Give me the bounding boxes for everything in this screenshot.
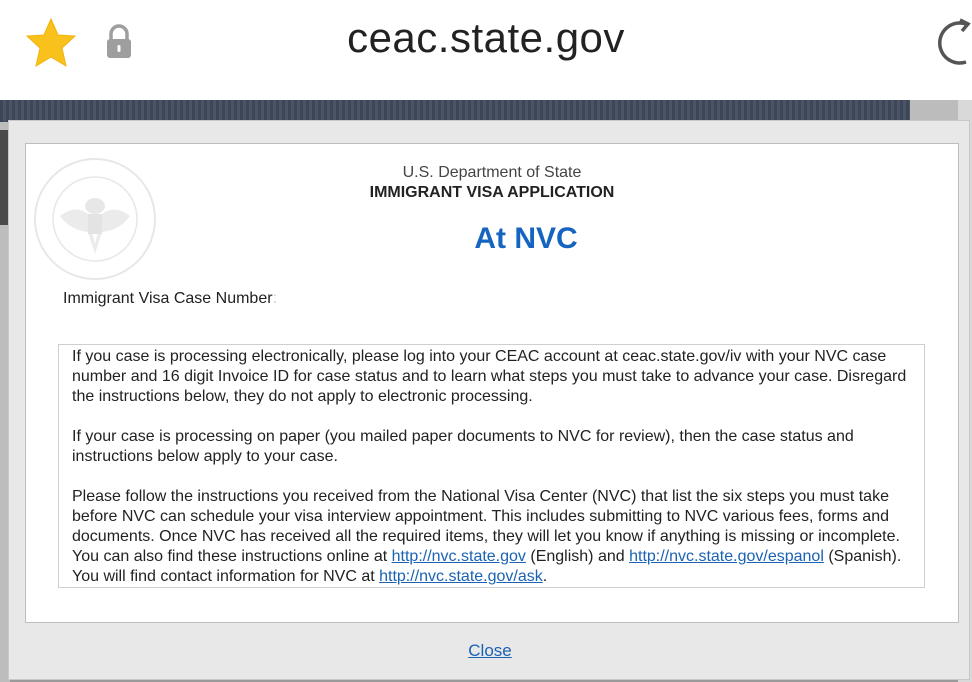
nvc-contact-link[interactable]: http://nvc.state.gov/ask	[379, 568, 543, 585]
reload-icon[interactable]	[936, 18, 972, 68]
electronic-processing-paragraph: If you case is processing electronically, please log into your CEAC account at ceac.state.gov/iv with your NVC case number and 16 digit Invoice ID for case status and to learn what steps you must take to advance your case. Disregard the instructions below, they do not apply to electronic processing.	[72, 348, 907, 405]
case-status-heading: At NVC	[474, 222, 578, 255]
paper-processing-paragraph: If your case is processing on paper (you mailed paper documents to NVC for review), then the case status and instructions below apply to your case.	[72, 428, 854, 465]
address-bar-url[interactable]: ceac.state.gov	[347, 14, 625, 61]
department-name: U.S. Department of State	[402, 164, 582, 181]
instructions-text: (Spanish). You will find contact information for NVC at	[72, 548, 902, 585]
case-number-label	[63, 290, 277, 308]
instructions-text: (English) and	[525, 548, 630, 565]
close-link[interactable]: Close	[468, 641, 512, 660]
case-status-dialog	[8, 120, 970, 680]
browser-toolbar	[0, 0, 972, 100]
application-title: IMMIGRANT VISA APPLICATION	[369, 184, 615, 201]
case-number-label-colon: :	[272, 290, 278, 307]
status-instructions-box	[58, 344, 925, 588]
instructions-text: Please follow the instructions you received from the National Visa Center (NVC) that list the six steps you must take before NVC can schedule your visa interview appointment. This includes submitting to NVC various fees, forms and documents. Once NVC has received all the required items, they will let you know if anything is missing or incomplete. You can also find these instructions online at	[72, 488, 900, 565]
background-header-strip	[0, 100, 910, 122]
case-number-label-text: Immigrant Visa Case Number	[63, 290, 273, 307]
nvc-english-link[interactable]: http://nvc.state.gov	[391, 548, 526, 565]
nvc-instructions-paragraph	[72, 487, 912, 587]
nvc-spanish-link[interactable]: http://nvc.state.gov/espanol	[629, 548, 824, 565]
dialog-content	[25, 143, 959, 623]
background-left-panel	[0, 130, 8, 225]
instructions-text: .	[542, 568, 548, 585]
